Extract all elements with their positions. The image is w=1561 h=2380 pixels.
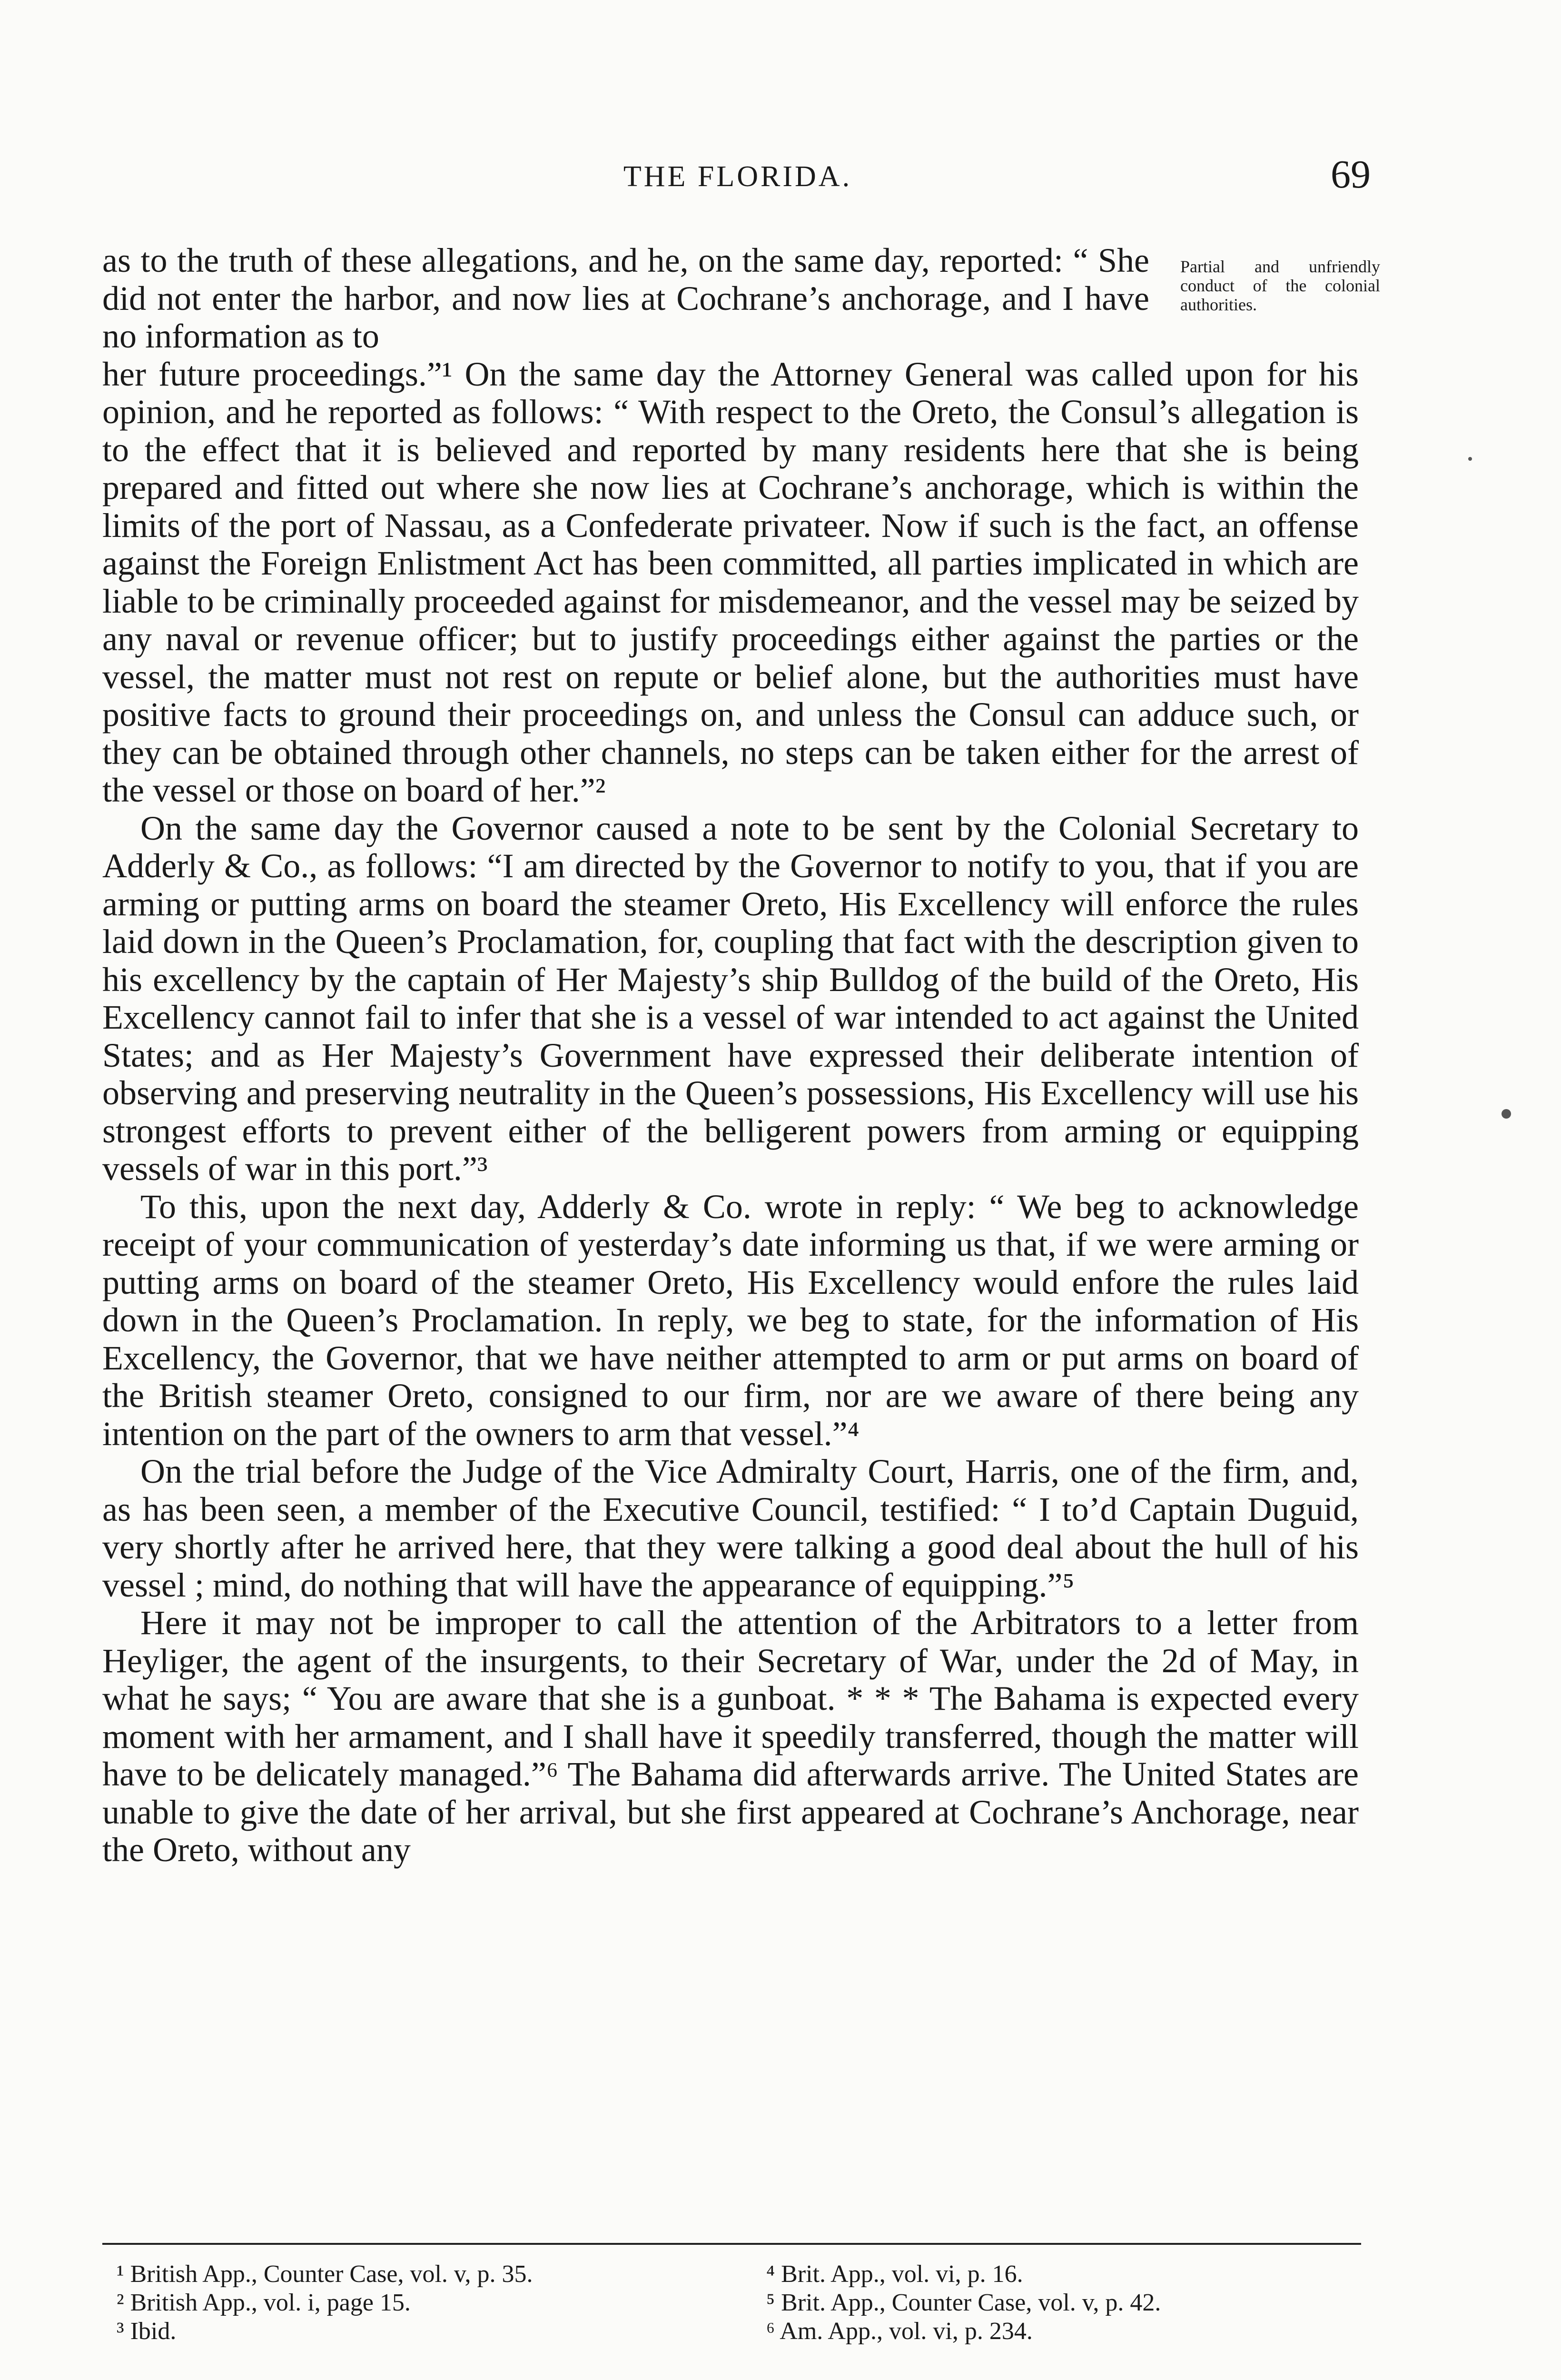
footnotes-right-column: [766, 2260, 1356, 2346]
footnote-4: ⁴ Brit. App., vol. vi, p. 16.: [766, 2261, 1023, 2288]
running-title: THE FLORIDA.: [623, 160, 852, 193]
footnote-divider: [102, 2243, 1361, 2245]
footnote-2: ² British App., vol. i, page 15.: [117, 2289, 411, 2316]
footnote-6: ⁶ Am. App., vol. vi, p. 234.: [766, 2318, 1033, 2345]
footnotes-left-column: [117, 2260, 735, 2346]
running-head: [105, 151, 1371, 204]
footnote-3: ³ Ibid.: [117, 2318, 177, 2345]
paragraph-5: Here it may not be improper to call the attention of the Arbitrators to a letter from Heyliger, the agent of the insurgents, to their Secretary of War, under the 2d of May, in what he says; “ You are aware that she is a gunboat. * * * The Bahama is expected every moment with her armament, and I shall have it speedily transferred, though the matter will have to be delicately managed.”⁶ The Bahama did afterwards arrive. The United States are unable to give the date of her arrival, but she first appeared at Cochrane’s Anchorage, near the Oreto, without any: [102, 1604, 1359, 1869]
footnote-1: ¹ British App., Counter Case, vol. v, p. 35.: [117, 2261, 533, 2288]
paragraph-3: To this, upon the next day, Adderly & Co. wrote in reply: “ We beg to acknowledge receipt of your communication of yesterday’s date informing us that, if we were arming or putting arms on board of the steamer Oreto, His Excellency would enfore the rules laid down in the Queen’s Proclamation. In reply, we beg to state, for the information of His Excellency, the Governor, that we have neither attempted to arm or put arms on board of the British steamer Oreto, consigned to our firm, nor are we aware of there being any intention on the part of the owners to arm that vessel.”⁴: [102, 1187, 1359, 1453]
body-text: [102, 242, 1359, 1869]
ink-speck: [1502, 1109, 1511, 1119]
paragraph-1: as to the truth of these allegations, and he, on the same day, reported: “ She did not enter the harbor, and now lies at Cochrane’s anchorage, and I have no information as to: [102, 241, 1149, 355]
footnote-5: ⁵ Brit. App., Counter Case, vol. v, p. 42.: [766, 2289, 1161, 2316]
paragraph-2: On the same day the Governor caused a note to be sent by the Colonial Secretary to Adderly & Co., as follows: “I am directed by the Governor to notify to you, that if you are arming or putting arms on board the steamer Oreto, His Excellency will enforce the rules laid down in the Queen’s Proclamation, for, coupling that fact with the description given to his excellency by the captain of Her Majesty’s ship Bulldog of the build of the Oreto, His Excellency cannot fail to infer that she is a vessel of war intended to act against the United States; and as Her Majesty’s Government have expressed their deliberate intention of observing and preserving neutrality in the Queen’s possessions, His Excellency will use his strongest efforts to prevent either of the belligerent powers from arming or equipping vessels of war in this port.”³: [102, 809, 1359, 1188]
paragraph-4: On the trial before the Judge of the Vice Admiralty Court, Harris, one of the firm, and, as has been seen, a member of the Executive Council, testified: “ I to’d Captain Duguid, very shortly after he arrived here, that they were talking a good deal about the hull of his vessel ; mind, do nothing that will have the appearance of equipping.”⁵: [102, 1452, 1359, 1604]
paragraph-1-continued: her future proceedings.”¹ On the same day the Attorney General was called upon for his opinion, and he reported as follows: “ With respect to the Oreto, the Consul’s allegation is to the effect that it is believed and reported by many residents here that she is being prepared and fitted out where she now lies at Cochrane’s anchorage, which is within the limits of the port of Nassau, as a Confederate privateer. Now if such is the fact, an offense against the Foreign Enlistment Act has been committed, all parties implicated in which are liable to be criminally proceeded against for misdemeanor, and the vessel may be seized by any naval or revenue officer; but to justify proceedings either against the parties or the vessel, the matter must not rest on repute or belief alone, but the authorities must have positive facts to ground their proceedings on, and unless the Consul can adduce such, or they can be obtained through other channels, no steps can be taken either for the arrest of the vessel or those on board of her.”²: [102, 355, 1359, 809]
ink-speck: [1468, 457, 1472, 461]
margin-note: Partial and unfriendly conduct of the colonial authorities.: [1180, 257, 1380, 314]
page-number: 69: [1331, 152, 1371, 197]
